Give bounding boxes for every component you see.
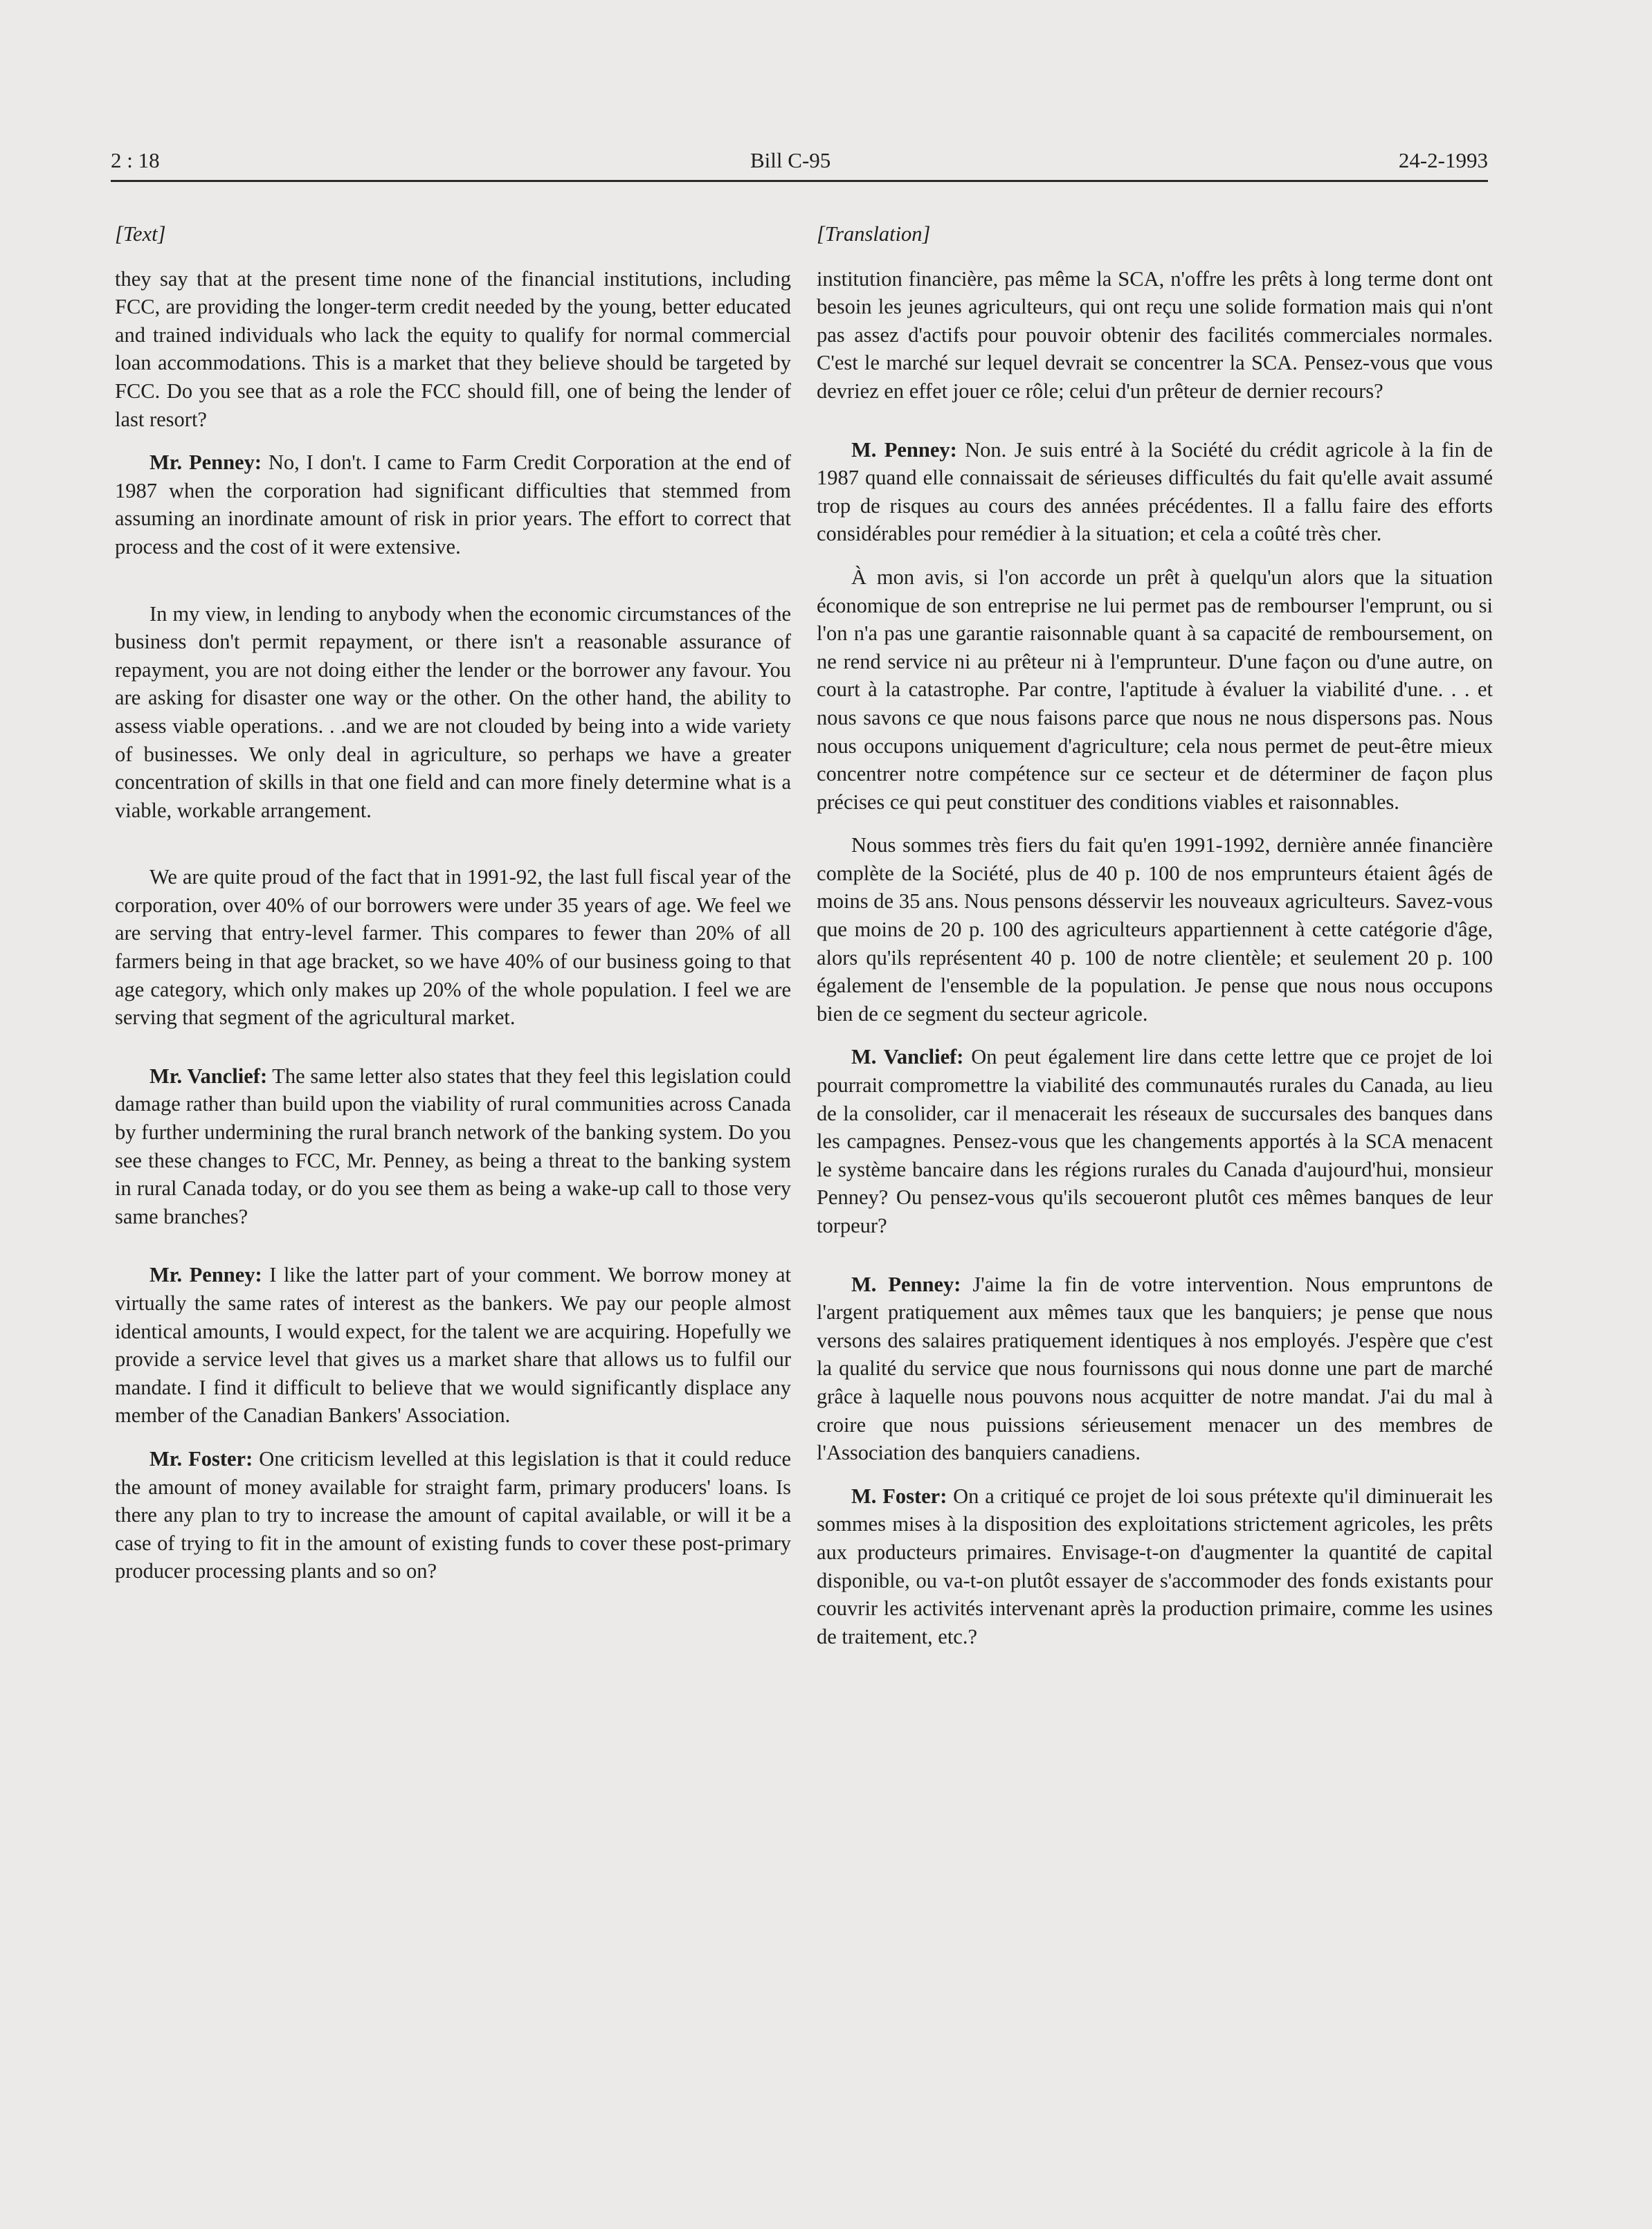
- speaker-name: Mr. Penney:: [149, 1263, 262, 1287]
- french-column: [817, 220, 1493, 1650]
- paragraph: [817, 436, 1493, 548]
- paragraph: [115, 448, 791, 561]
- speaker-name: M. Penney:: [851, 1272, 961, 1296]
- speaker-name: Mr. Penney:: [149, 451, 262, 475]
- page-number: 2 : 18: [111, 148, 160, 172]
- paragraph: [115, 1445, 791, 1585]
- speaker-name: Mr. Vanclief:: [149, 1064, 268, 1088]
- speech-text: I like the latter part of your comment. We borrow money at virtually the same rates of interest as the bankers. We pay our people almost identical amounts, I would expect, for the talent we are acquiring. Hopefully we provide a service level that gives us a market share that allows us to fulfil our mandate. I find it difficult to believe that we would significantly displace any member of the Canadian Bankers' Association.: [115, 1263, 791, 1428]
- speaker-name: M. Penney:: [851, 437, 957, 462]
- paragraph: [115, 1261, 791, 1430]
- header-date: 24-2-1993: [1398, 148, 1488, 172]
- bill-title: Bill C-95: [750, 148, 831, 172]
- paragraph: [115, 1062, 791, 1231]
- paragraph: [817, 1482, 1493, 1651]
- speaker-name: M. Vanclief:: [851, 1045, 964, 1069]
- speech-text: No, I don't. I came to Farm Credit Corporation at the end of 1987 when the corporation had significant difficulties that stemmed from assuming an inordinate amount of risk in prior years. The effort to correct that process and the cost of it were extensive.: [115, 451, 792, 558]
- paragraph: Nous sommes très fiers du fait qu'en 1991-1992, dernière année financière complète de la Société, plus de 40 p. 100 de nos emprunteurs étaient âgés de moins de 35 ans. Nous pensons désservir les nouveaux agriculteurs. Savez-vous que moins de 20 p. 100 des agriculteurs appartiennent à cette catégorie d'âge, alors qu'ils représentent 40 p. 100 de notre clientèle; et seulement 20 p. 100 également de l'ensemble de la population. Je pense que nous nous occupons bien de ce segment du secteur agricole.: [817, 833, 1493, 1026]
- page-header: [111, 147, 1488, 182]
- speech-text: One criticism levelled at this legislation is that it could reduce the amount of money available for straight farm, primary producers' loans. Is there any plan to try to increase the amount of capital available, or will it be a case of trying to fit in the amount of existing funds to cover these post-primary producer processing plants and so on?: [115, 1446, 791, 1583]
- speaker-name: Mr. Foster:: [149, 1446, 253, 1471]
- speech-text: On peut également lire dans cette lettre que ce projet de loi pourrait compromettre la viabilité des communautés rurales du Canada, au lieu de la consolider, car il menacerait les réseaux de succursales des banques dans les campagnes. Pensez-vous que les changements apportés à la SCA menacent le système bancaire dans les régions rurales du Canada d'aujourd'hui, monsieur Penney? Ou pensez-vous qu'ils secoueront plutôt ces mêmes banques de leur torpeur?: [817, 1045, 1494, 1237]
- paragraph: they say that at the present time none of the financial institutions, including FCC, are providing the longer-term credit needed by the young, better educated and trained individuals who lack the equity to qualify for normal commercial loan accommodations. This is a market that they believe should be targeted by FCC. Do you see that as a role the FCC should fill, one of being the lender of last resort?: [115, 266, 791, 431]
- speech-text: Non. Je suis entré à la Société du crédit agricole à la fin de 1987 quand elle connaissait de sérieuses difficultés du fait qu'elle avait assumé trop de risques au cours des années précédentes. Il a fallu faire des efforts considérables pour remédier à la situation; et cela a coûté très cher.: [817, 437, 1493, 546]
- paragraph: institution financière, pas même la SCA, n'offre les prêts à long terme dont ont besoin les jeunes agriculteurs, qui ont reçu une solide formation mais qui n'ont pas assez d'actifs pour pouvoir obtenir des facilités commerciales normales. C'est le marché sur lequel devrait se concentrer la SCA. Pensez-vous que vous devriez en effet jouer ce rôle; celui d'un prêteur de dernier recours?: [817, 266, 1493, 403]
- paragraph: À mon avis, si l'on accorde un prêt à quelqu'un alors que la situation économique de son entreprise ne lui permet pas de rembourser l'emprunt, ou si l'on n'a pas une garantie raisonnable quant à sa capacité de remboursement, on ne rend service ni au prêteur ni à l'emprunteur. D'une façon ou d'une autre, on court à la catastrophe. Par contre, l'aptitude à évaluer la viabilité d'une. . . et nous savons ce que nous faisons parce que nous ne nous dispersons pas. Nous nous occupons uniquement d'agriculture; cela nous permet de peut-être mieux concentrer notre compétence sur ce secteur et de déterminer de façon plus précises ce qui peut constituer des conditions viables et raisonnables.: [817, 565, 1493, 814]
- speaker-name: M. Foster:: [851, 1484, 947, 1508]
- paragraph: [817, 1271, 1493, 1467]
- speech-text: J'aime la fin de votre intervention. Nous empruntons de l'argent pratiquement aux mêmes taux que les banquiers; je pense que nous versons des salaires pratiquement identiques à nos employés. J'espère que c'est la qualité du service que nous fournissons qui nous donne une part de marché grâce à laquelle nous pouvons nous acquitter de notre mandat. J'ai du mal à croire que nous puissions sérieusement menacer un des membres de l'Association des banquiers canadiens.: [817, 1272, 1493, 1465]
- paragraph: We are quite proud of the fact that in 1991-92, the last full fiscal year of the corporation, over 40% of our borrowers were under 35 years of age. We feel we are serving that entry-level farmer. This compares to fewer than 20% of all farmers being in that age bracket, so we have 40% of our business going to that age category, which only makes up 20% of the whole population. I feel we are serving that segment of the agricultural market.: [115, 865, 791, 1030]
- speech-text: On a critiqué ce projet de loi sous prétexte qu'il diminuerait les sommes mises à la disposition des exploitations strictement agricoles, les prêts aux producteurs primaires. Envisage-t-on d'augmenter la quantité de capital disponible, ou va-t-on plutôt essayer de s'accommoder des fonds existants pour couvrir les activités intervenant après la production primaire, comme les usines de traitement, etc.?: [817, 1484, 1493, 1648]
- paragraph: [817, 1043, 1493, 1239]
- paragraph: In my view, in lending to anybody when the economic circumstances of the business don't permit repayment, or there isn't a reasonable assurance of repayment, you are not doing either the lender or the borrower any favour. You are asking for disaster one way or the other. On the other hand, the ability to assess viable operations. . .and we are not clouded by being into a wide variety of businesses. We only deal in agriculture, so perhaps we have a greater concentration of skills in that one field and can more finely determine what is a viable, workable arrangement.: [115, 601, 791, 822]
- column-heading-text: [Text]: [115, 222, 166, 246]
- column-heading-translation: [Translation]: [817, 222, 931, 246]
- english-column: [115, 220, 791, 1585]
- speech-text: The same letter also states that they feel this legislation could damage rather than build upon the viability of rural communities across Canada by further undermining the rural branch network of the banking system. Do you see these changes to FCC, Mr. Penney, as being a threat to the banking system in rural Canada today, or do you see them as being a wake-up call to those very same branches?: [115, 1064, 791, 1228]
